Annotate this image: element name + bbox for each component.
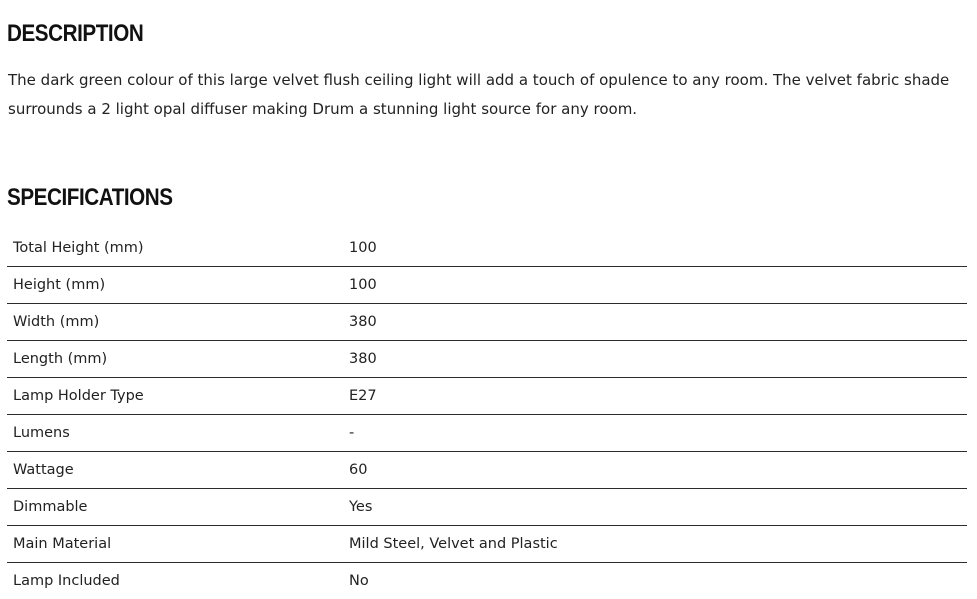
spec-label: Length (mm): [7, 341, 343, 378]
spec-label: Width (mm): [7, 304, 343, 341]
spec-row: [7, 378, 967, 415]
spec-label: Lamp Included: [13, 573, 120, 589]
spec-label: Dimmable: [7, 489, 343, 526]
spec-value: E27: [343, 378, 967, 415]
spec-label: Main Material: [7, 526, 343, 563]
spec-label: Lumens: [7, 415, 343, 452]
specifications-heading: SPECIFICATIONS: [7, 184, 173, 211]
spec-value: 380: [343, 304, 967, 341]
spec-value: No: [349, 573, 369, 589]
spec-row: [7, 230, 967, 267]
spec-value: 100: [343, 230, 967, 267]
specifications-table: [7, 230, 967, 599]
spec-row: [7, 304, 967, 341]
spec-value: Yes: [343, 489, 967, 526]
spec-row: [7, 526, 967, 563]
spec-row: [7, 452, 967, 489]
spec-value: 380: [343, 341, 967, 378]
spec-value: 60: [343, 452, 967, 489]
spec-value: 100: [343, 267, 967, 304]
spec-row: [7, 267, 967, 304]
spec-label: Height (mm): [7, 267, 343, 304]
description-heading: DESCRIPTION: [7, 20, 144, 47]
spec-label: Total Height (mm): [7, 230, 343, 267]
spec-value: Mild Steel, Velvet and Plastic: [343, 526, 967, 563]
spec-label: Lamp Holder Type: [7, 378, 343, 415]
spec-label: Wattage: [7, 452, 343, 489]
spec-row: [7, 341, 967, 378]
spec-row: [7, 563, 967, 599]
spec-row: [7, 489, 967, 526]
description-text: The dark green colour of this large velvet flush ceiling light will add a touch of opulence to any room. The velvet fabric shade surrounds a 2 light opal diffuser making Drum a stunning light source for any room.: [8, 71, 950, 118]
spec-value: -: [343, 415, 967, 452]
spec-row: [7, 415, 967, 452]
